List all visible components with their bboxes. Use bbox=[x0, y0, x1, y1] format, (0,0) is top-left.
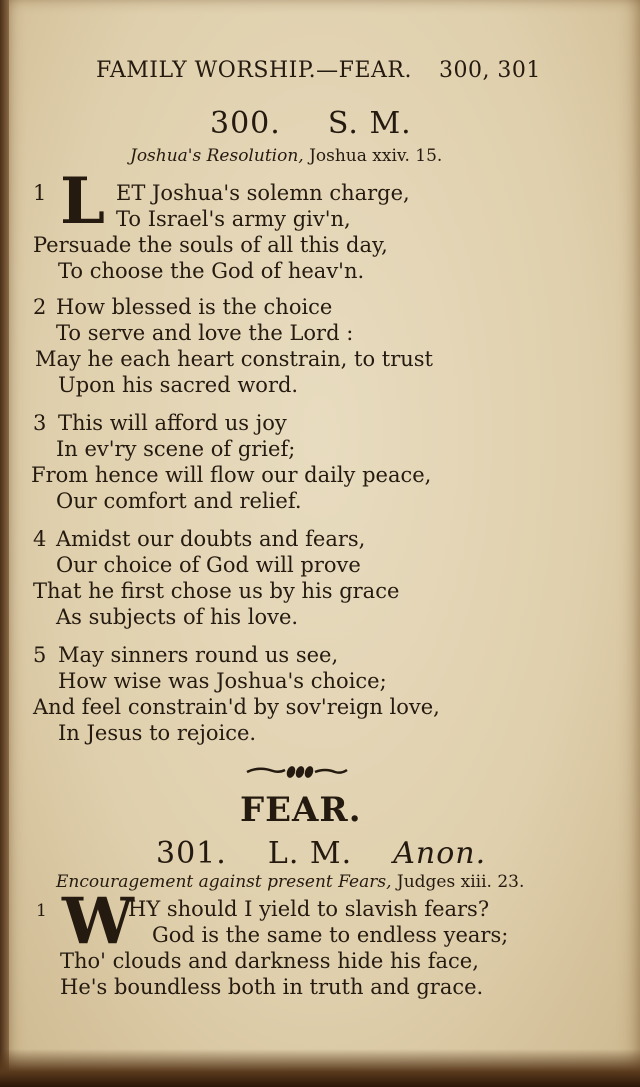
verse-line: To Israel's army giv'n, bbox=[116, 207, 351, 231]
page-binding-edge bbox=[0, 0, 9, 1087]
verse-number: 5 bbox=[33, 643, 47, 667]
running-header bbox=[96, 58, 541, 83]
drop-cap-letter: L bbox=[60, 164, 105, 239]
verse-line: Persuade the souls of all this day, bbox=[33, 233, 388, 257]
verse-line: How blessed is the choice bbox=[56, 295, 333, 319]
verse-line: May he each heart constrain, to trust bbox=[35, 347, 433, 371]
verse-line: This will afford us joy bbox=[58, 411, 287, 435]
verse-line: Our comfort and relief. bbox=[56, 489, 302, 513]
hymn-300-subtitle-reference: Joshua xxiv. 15. bbox=[309, 146, 443, 166]
header-title: FAMILY WORSHIP.—FEAR. bbox=[96, 58, 412, 83]
verse-line: In Jesus to rejoice. bbox=[58, 721, 257, 745]
verse-number: 1 bbox=[36, 901, 47, 921]
header-page-numbers: 300, 301 bbox=[438, 58, 541, 83]
ornament-divider bbox=[245, 762, 349, 782]
verse-line: To choose the God of heav'n. bbox=[58, 259, 365, 283]
hymn-301-author: Anon. bbox=[393, 836, 487, 871]
hymn-301-meter: L. M. bbox=[267, 836, 353, 871]
verse-line: That he first chose us by his grace bbox=[33, 579, 400, 603]
hymn-301-heading bbox=[156, 836, 486, 871]
verse-line: From hence will flow our daily peace, bbox=[31, 463, 432, 487]
verse-line: He's boundless both in truth and grace. bbox=[60, 975, 484, 999]
drop-cap-letter: W bbox=[62, 884, 134, 959]
verse-line: To serve and love the Lord : bbox=[56, 321, 354, 345]
verse-line: God is the same to endless years; bbox=[152, 923, 509, 947]
page-bottom-edge bbox=[0, 1049, 640, 1087]
verse-line: Our choice of God will prove bbox=[56, 553, 361, 577]
hymn-300-meter: S. M. bbox=[327, 106, 412, 141]
hymn-300-heading bbox=[210, 106, 412, 141]
verse-number: 4 bbox=[33, 527, 47, 551]
verse-line: ET Joshua's solemn charge, bbox=[116, 181, 410, 205]
hymn-301-subtitle-reference: Judges xiii. 23. bbox=[396, 872, 525, 892]
verse-number: 2 bbox=[33, 295, 47, 319]
hymn-300-number: 300. bbox=[210, 106, 281, 141]
verse-line: Tho' clouds and darkness hide his face, bbox=[60, 949, 479, 973]
verse-line: HY should I yield to slavish fears? bbox=[128, 897, 490, 921]
verse-line: Amidst our doubts and fears, bbox=[56, 527, 366, 551]
verse-number: 1 bbox=[33, 181, 47, 205]
verse-line: Upon his sacred word. bbox=[58, 373, 299, 397]
section-title: FEAR. bbox=[240, 790, 362, 830]
verse-number: 3 bbox=[33, 411, 47, 435]
hymn-301-number: 301. bbox=[156, 836, 227, 871]
hymn-300-subtitle-title: Joshua's Resolution, bbox=[130, 146, 304, 166]
verse-line: In ev'ry scene of grief; bbox=[56, 437, 296, 461]
verse-line: And feel constrain'd by sov'reign love, bbox=[33, 695, 440, 719]
hymn-300-subtitle bbox=[130, 146, 442, 166]
verse-line: May sinners round us see, bbox=[58, 643, 339, 667]
verse-line: As subjects of his love. bbox=[56, 605, 299, 629]
hymn-301-subtitle-title: Encouragement against present Fears, bbox=[56, 872, 392, 892]
verse-line: How wise was Joshua's choice; bbox=[58, 669, 387, 693]
